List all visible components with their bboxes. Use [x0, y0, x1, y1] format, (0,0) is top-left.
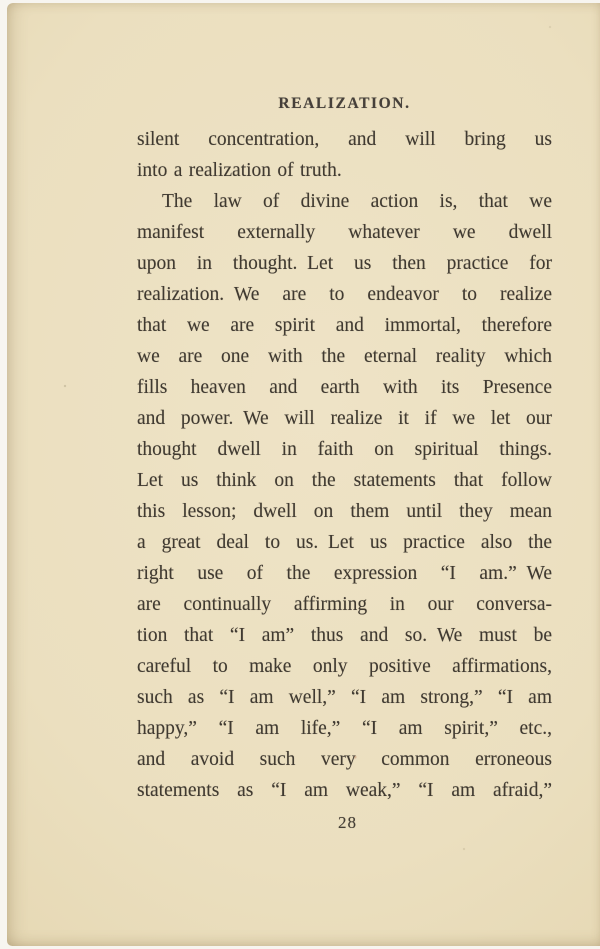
body-text: [137, 124, 552, 806]
text-line: right use of the expression “I am.” We: [137, 563, 552, 584]
text-line: The law of divine action is, that we: [162, 191, 552, 212]
text-line: silent concentration, and will bring us: [137, 129, 552, 150]
text-line: manifest externally whatever we dwell: [137, 222, 552, 243]
text-line: thought dwell in faith on spiritual things.: [137, 439, 552, 460]
text-line: Let us think on the statements that follow: [137, 470, 552, 491]
text-line: upon in thought. Let us then practice for: [137, 253, 552, 274]
text-line: we are one with the eternal reality which: [137, 346, 552, 367]
text-line: a great deal to us. Let us practice also the: [137, 532, 552, 553]
text-line: and avoid such very common erroneous: [137, 749, 552, 770]
text-line: into a realization of truth.: [137, 160, 342, 181]
text-line: tion that “I am” thus and so. We must be: [137, 625, 552, 646]
text-line: fills heaven and earth with its Presence: [137, 377, 552, 398]
running-head: REALIZATION.: [278, 95, 411, 112]
text-line: this lesson; dwell on them until they mean: [137, 501, 552, 522]
text-line: happy,” “I am life,” “I am spirit,” etc.,: [137, 718, 552, 739]
paper-sheet: [7, 3, 600, 946]
page-number: 28: [338, 813, 357, 832]
text-line: statements as “I am weak,” “I am afraid,”: [137, 780, 552, 801]
text-line: are continually affirming in our conversa-: [137, 594, 552, 615]
text-line: such as “I am well,” “I am strong,” “I am: [137, 687, 552, 708]
text-line: realization. We are to endeavor to realize: [137, 284, 552, 305]
text-line: that we are spirit and immortal, therefore: [137, 315, 552, 336]
text-line: careful to make only positive affirmations,: [137, 656, 552, 677]
text-line: and power. We will realize it if we let our: [137, 408, 552, 429]
